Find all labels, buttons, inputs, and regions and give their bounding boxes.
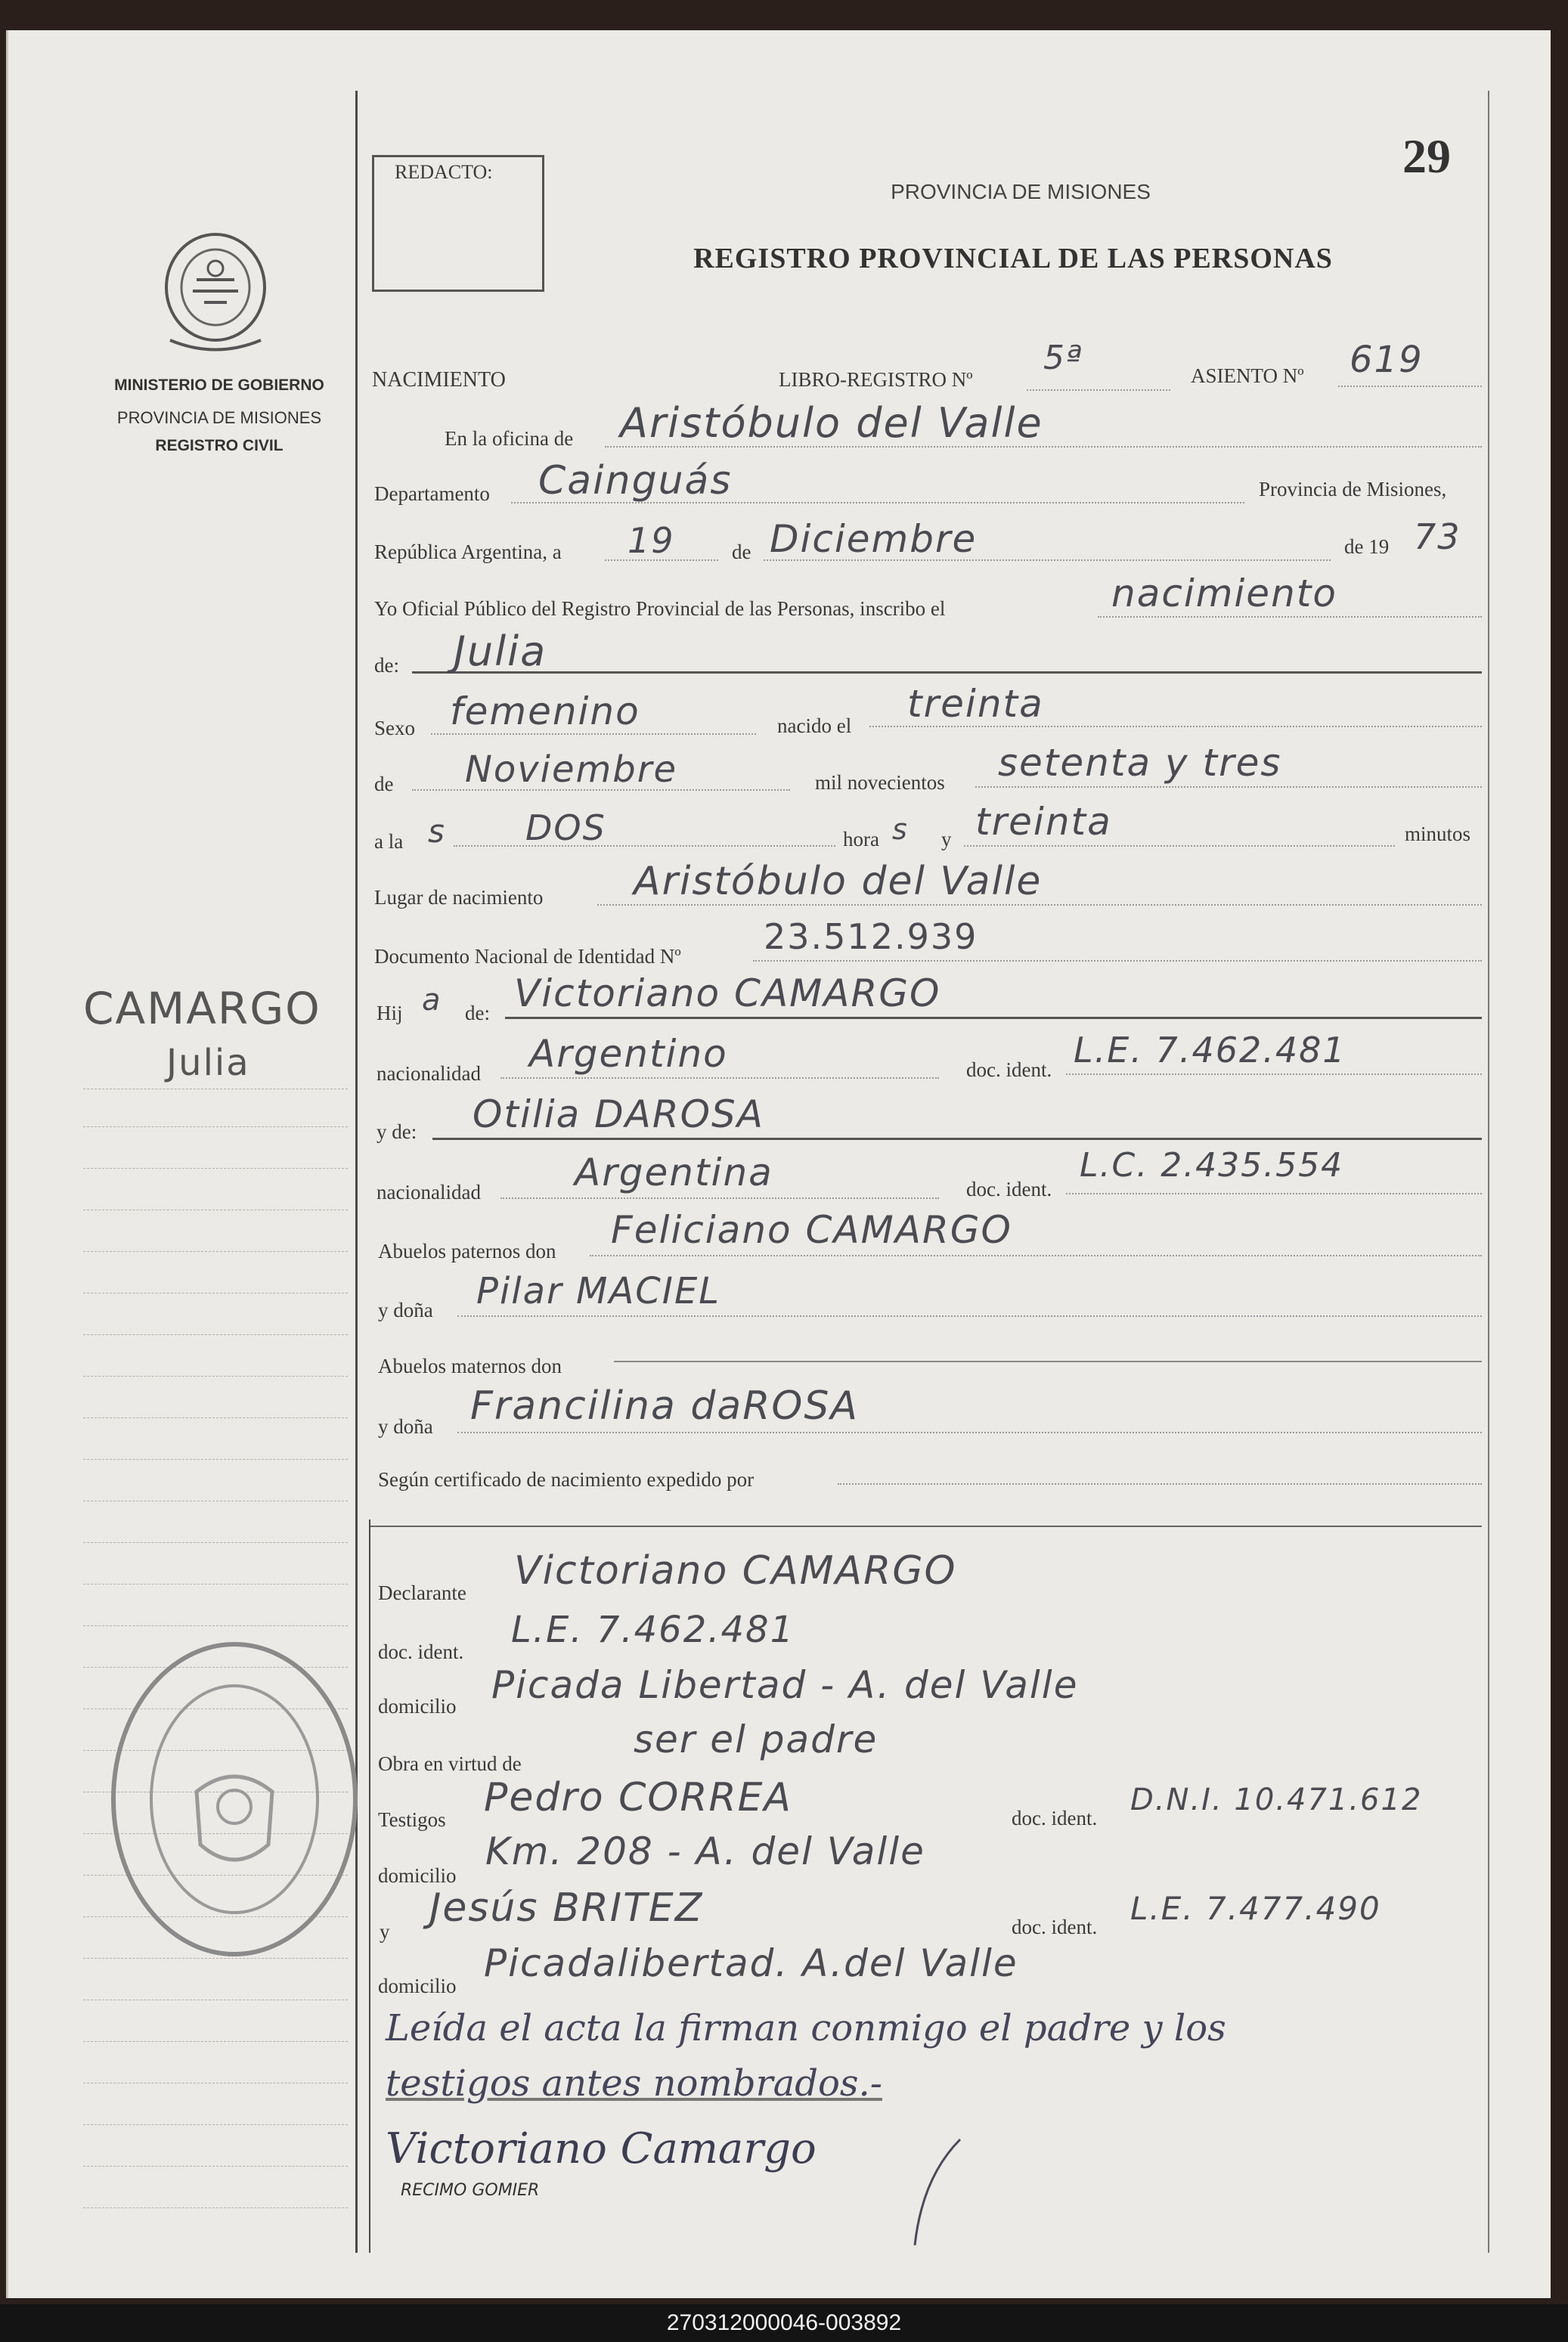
decl-docident-label: doc. ident. [378,1640,464,1663]
minutos-label: minutos [1405,822,1471,845]
margin-rule [83,2041,348,2042]
madre-doc: L.C. 2.435.554 [1080,1146,1344,1185]
declarante-doc: L.E. 7.462.481 [511,1609,795,1651]
dotted-line [975,786,1482,788]
birth-month: Noviembre [465,748,678,791]
inscribo-value: nacimiento [1111,572,1337,615]
sexo-value: femenino [450,689,640,733]
dotted-line [869,726,1482,727]
declarante-label: Declarante [378,1581,466,1604]
de2-label: de [374,773,394,795]
testigo1-docident-label: doc. ident. [1012,1807,1098,1829]
margin-rule [83,1459,348,1460]
margin-rule [83,1584,348,1585]
padre-doc: L.E. 7.462.481 [1074,1030,1346,1070]
sidebar-province: PROVINCIA DE MISIONES [116,408,322,427]
section-divider [370,1526,1482,1527]
dotted-line [1066,1073,1482,1075]
dotted-line [500,1077,939,1079]
madre-nacionalidad: Argentina [575,1151,773,1194]
margin-rule [83,1625,348,1626]
coat-of-arms-icon [151,227,280,363]
horas-label: hora [843,828,879,850]
margin-rule [83,2166,348,2167]
oficial-label: Yo Oficial Público del Registro Provincial de las Personas, inscribo el [374,597,946,620]
libro-label: LIBRO-REGISTRO Nº [779,368,973,391]
madre-nacionalidad-label: nacionalidad [377,1181,481,1204]
abuelos-maternos-label: Abuelos maternos don [378,1355,562,1377]
padre-docident-label: doc. ident. [966,1058,1052,1081]
dni-label: Documento Nacional de Identidad Nº [374,945,681,968]
frame-right-line [1488,91,1489,2253]
hijo-suffix: a [422,983,442,1018]
dotted-line [1098,616,1482,618]
abuelo-materno-line [614,1361,1482,1362]
dotted-line [597,904,1482,906]
hijo-label: Hij [377,1002,403,1024]
ydona-pat-label: y doña [378,1299,433,1321]
testigo2-domicilio: Picadalibertad. A.del Valle [484,1941,1018,1985]
margin-rule [83,1376,348,1377]
ala-suffix: s [428,813,446,850]
testigo2-doc: L.E. 7.477.490 [1130,1890,1381,1927]
lugar-value: Aristóbulo del Valle [634,859,1043,904]
image-id-label: 270312000046-003892 [666,2310,902,2335]
act-type-label: NACIMIENTO [372,368,506,392]
departamento-label: Departamento [374,482,490,505]
sidebar-surname: CAMARGO [83,983,321,1034]
nacido-label: nacido el [777,714,852,737]
dotted-line [590,1255,1482,1256]
margin-rule [83,2207,348,2208]
name-underline [412,671,1482,674]
yde-label: y de: [377,1120,417,1143]
year-value: 73 [1414,516,1461,557]
header-province: PROVINCIA DE MISIONES [891,180,1151,203]
oficina-label: En la oficina de [445,427,574,450]
margin-rule [83,1126,348,1127]
asiento-value: 619 [1350,339,1424,381]
abuela-paterna: Pilar MACIEL [476,1270,721,1312]
official-stamp-icon [106,1633,363,1966]
declarante-value: Victoriano CAMARGO [514,1548,957,1594]
sexo-label: Sexo [374,717,415,739]
dotted-line [431,733,756,735]
official-stamp-signature: RECIMO GOMIER [401,2181,540,2200]
padre-value: Victoriano CAMARGO [514,971,941,1015]
madre-value: Otilia DAROSA [473,1092,764,1136]
padre-nacionalidad-label: nacionalidad [377,1062,481,1085]
declarante-domicilio: Picada Libertad - A. del Valle [491,1663,1079,1707]
testigo2-name: Jesús BRITEZ [429,1885,704,1931]
republica-label: República Argentina, a [374,541,562,563]
decl-domicilio-label: domicilio [378,1695,457,1718]
hijo-de-label: de: [465,1002,490,1024]
inscrito-name: Julia [454,627,547,675]
ydona-mat-label: y doña [378,1415,433,1438]
margin-rule [83,1168,348,1169]
lugar-label: Lugar de nacimiento [374,886,544,909]
de-label: de [732,541,751,563]
nacido-value: treinta [907,682,1044,726]
margin-rule [83,1542,348,1543]
closing-note-line2: testigos antes nombrados.- [386,2062,882,2105]
margin-rule [83,1417,348,1418]
header-registry: REGISTRO PROVINCIAL DE LAS PERSONAS [693,243,1333,274]
dotted-line [1027,389,1170,391]
frame-inner-line [369,1520,370,2253]
testigo2-docident-label: doc. ident. [1012,1916,1098,1938]
ala-label: a la [374,830,404,853]
signature-flourish-icon [892,2132,983,2253]
margin-rule [83,1334,348,1335]
departamento-value: Cainguás [538,458,733,503]
sidebar-ministry: MINISTERIO DE GOBIERNO [114,376,324,394]
testigo1-domicilio: Km. 208 - A. del Valle [485,1829,925,1873]
dni-value: 23.512.939 [764,916,978,957]
testigo1-doc: D.N.I. 10.471.612 [1130,1783,1423,1817]
madre-underline [432,1138,1482,1140]
abuelo-paterno: Feliciano CAMARGO [611,1208,1012,1252]
margin-rule [83,2124,348,2125]
day-value: 19 [628,520,675,561]
dotted-line [500,1197,939,1199]
birth-year-words: setenta y tres [998,741,1282,785]
closing-note-line1: Leída el acta la firman conmigo el padre y los [386,2007,1226,2049]
testigo1-name: Pedro CORREA [484,1775,793,1820]
page-number: 29 [1402,129,1451,183]
abuelos-paternos-label: Abuelos paternos don [378,1240,556,1262]
mil-label: mil novecientos [815,771,945,794]
sidebar-given-name: Julia [166,1042,250,1084]
dotted-line [457,1432,1482,1433]
libro-value: 5ª [1043,339,1083,377]
de-colon-label: de: [374,654,399,677]
testigo2-domicilio-label: domicilio [378,1975,457,1997]
horas-suffix: s [892,813,909,846]
dotted-line [457,1315,1482,1317]
dotted-line [454,845,835,847]
y-label: y [941,828,952,850]
padre-underline [505,1017,1482,1019]
hour-value: DOS [525,807,606,848]
month-value: Diciembre [770,517,978,561]
dotted-line [1066,1193,1482,1194]
dotted-line [964,845,1395,847]
obra-value: ser el padre [634,1718,879,1761]
madre-docident-label: doc. ident. [966,1178,1052,1200]
testigos-label: Testigos [378,1808,446,1831]
year-prefix: de 19 [1344,535,1390,558]
segun-label: Según certificado de nacimiento expedido por [378,1468,755,1491]
sidebar-registro-civil: REGISTRO CIVIL [155,437,284,454]
dotted-line [1338,386,1482,387]
y2-label: y [380,1920,390,1943]
testigo1-domicilio-label: domicilio [378,1864,457,1887]
dotted-line [838,1483,1482,1485]
provincia-label: Provincia de Misiones, [1259,478,1447,500]
redacto-label: REDACTO: [395,161,493,183]
abuela-materna: Francilina daROSA [470,1383,859,1429]
minutes-value: treinta [975,800,1112,844]
asiento-label: ASIENTO Nº [1191,364,1304,387]
declarante-signature: Victoriano Camargo [386,2124,817,2173]
dotted-line [753,960,1482,962]
margin-rule [83,1251,348,1252]
obra-label: Obra en virtud de [378,1752,522,1775]
padre-nacionalidad: Argentino [529,1032,728,1076]
oficina-value: Aristóbulo del Valle [620,399,1043,447]
